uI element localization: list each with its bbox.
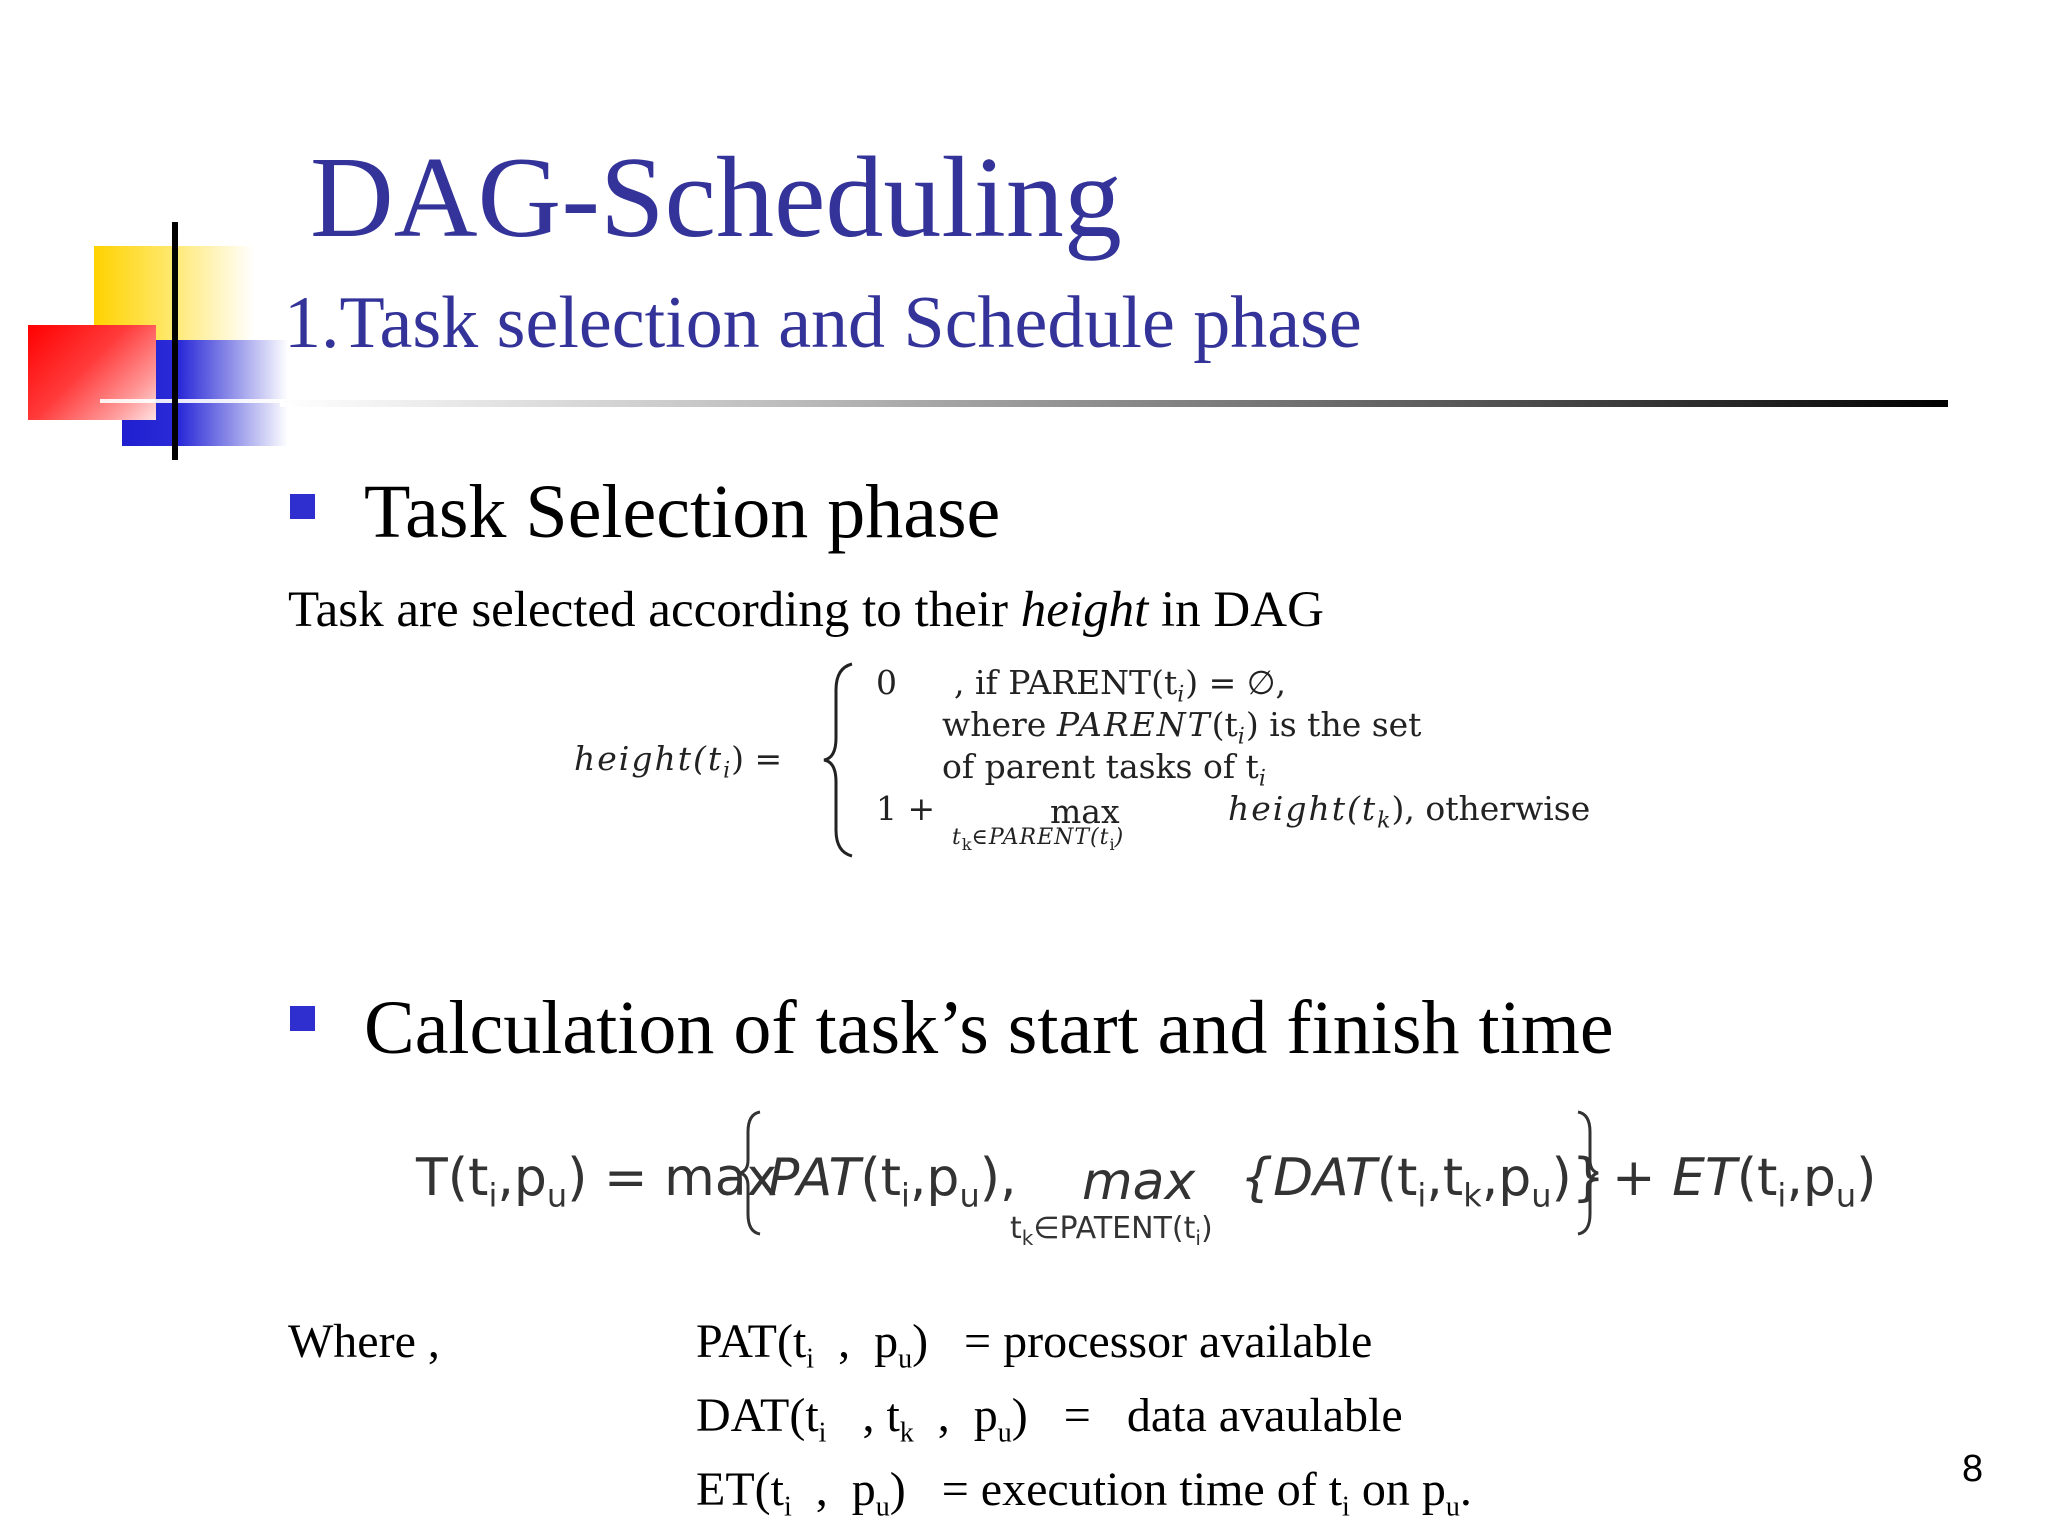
tf-under bbox=[1010, 1211, 1213, 1250]
task-selection-description bbox=[288, 582, 1324, 638]
def-pat-s1: i bbox=[806, 1343, 815, 1375]
time-formula-lhs bbox=[416, 1148, 778, 1215]
height-formula-lhs bbox=[574, 739, 783, 784]
case2-under-rest: ∈PARENT(t bbox=[971, 825, 1110, 850]
def-dat-m1: , t bbox=[826, 1389, 900, 1442]
def-et-m1: , p bbox=[791, 1463, 876, 1516]
tf-under-i: i bbox=[1195, 1226, 1201, 1250]
tf-et-u: u bbox=[1835, 1176, 1857, 1215]
definition-et bbox=[696, 1463, 1472, 1523]
tf-lhs-mid: ,p bbox=[497, 1148, 547, 1208]
case2-tail: ), otherwise bbox=[1391, 789, 1591, 828]
case1-line2-mid: (t bbox=[1211, 705, 1238, 744]
def-pat-m1: , p bbox=[814, 1315, 899, 1368]
case2-under-k: k bbox=[961, 834, 972, 854]
decor-vertical-line bbox=[172, 222, 178, 460]
def-dat-post: ) = data avaulable bbox=[1011, 1389, 1403, 1442]
left-brace-icon bbox=[820, 660, 860, 860]
tf-under-k: k bbox=[1021, 1226, 1034, 1250]
tf-dat-k: k bbox=[1463, 1176, 1482, 1215]
tf-pat-u: u bbox=[959, 1176, 980, 1215]
case1-tail: ) = ∅, bbox=[1185, 663, 1286, 702]
tf-dat-u: u bbox=[1531, 1176, 1552, 1215]
definition-dat bbox=[696, 1389, 1403, 1449]
def-et-s4: u bbox=[1445, 1491, 1460, 1523]
def-et-s1: i bbox=[783, 1491, 792, 1523]
case1-sub: i bbox=[1177, 682, 1186, 708]
tf-pat-i: i bbox=[901, 1176, 910, 1215]
case1-line3-sub: i bbox=[1258, 766, 1267, 792]
time-formula-dat bbox=[1240, 1148, 1605, 1215]
case1-line2-sub: i bbox=[1237, 724, 1246, 750]
case2-function bbox=[1228, 789, 1591, 834]
def-et-end: . bbox=[1459, 1463, 1472, 1516]
tf-under-t: t bbox=[1010, 1211, 1022, 1246]
definition-pat bbox=[696, 1315, 1373, 1375]
tf-lhs-close: ) = max bbox=[567, 1148, 778, 1208]
tf-lhs-u: u bbox=[546, 1176, 568, 1215]
case2-fn: height(t bbox=[1228, 789, 1378, 828]
time-formula-et bbox=[1612, 1148, 1877, 1215]
def-et-s2: u bbox=[875, 1491, 890, 1523]
tf-lhs-i: i bbox=[488, 1176, 498, 1215]
time-formula-pat bbox=[768, 1148, 1017, 1215]
decor-red-square bbox=[28, 325, 156, 420]
case1-line2-pre: where bbox=[942, 705, 1057, 744]
case2-max: max bbox=[1050, 792, 1120, 831]
lhs-text: height(t bbox=[574, 739, 724, 778]
decor-white-line bbox=[100, 399, 288, 403]
def-dat-s3: u bbox=[997, 1417, 1012, 1449]
case2-prefix: 1 + bbox=[876, 789, 936, 828]
def-dat-m2: , p bbox=[913, 1389, 998, 1442]
case1-line3-text: of parent tasks of t bbox=[942, 747, 1259, 786]
case1-condition bbox=[954, 663, 1286, 708]
case2-under bbox=[952, 824, 1124, 853]
bullet-square-icon bbox=[290, 494, 315, 519]
def-et-m3: on p bbox=[1349, 1463, 1446, 1516]
tf-pat-args: (t bbox=[860, 1148, 902, 1208]
tf-dat-mid1: ,t bbox=[1426, 1148, 1464, 1208]
tf-et-args: (t bbox=[1736, 1148, 1778, 1208]
tf-et-close: ) bbox=[1856, 1148, 1877, 1208]
tf-pat-close: ), bbox=[979, 1148, 1017, 1208]
case2-fn-sub: k bbox=[1377, 808, 1392, 834]
tf-et-mid: ,p bbox=[1786, 1148, 1836, 1208]
tf-under-rest: ∈PATENT(t bbox=[1033, 1211, 1196, 1246]
tf-et-i: i bbox=[1777, 1176, 1787, 1215]
def-et-post: ) = execution time of t bbox=[889, 1463, 1343, 1516]
case1-line2-tail: ) is the set bbox=[1245, 705, 1422, 744]
where-label: Where , bbox=[288, 1315, 440, 1368]
def-dat-s2: k bbox=[899, 1417, 914, 1449]
lhs-close: ) = bbox=[731, 739, 783, 778]
tf-dat: {DAT bbox=[1240, 1148, 1377, 1208]
right-brace-icon bbox=[1572, 1108, 1602, 1238]
def-et-pre: ET(t bbox=[696, 1463, 784, 1516]
slide-subtitle: 1.Task selection and Schedule phase bbox=[284, 282, 1362, 364]
description-text: Task are selected according to their bbox=[288, 582, 1021, 638]
def-pat-pre: PAT(t bbox=[696, 1315, 807, 1368]
tf-plus: + bbox=[1612, 1148, 1656, 1208]
tf-dat-mid2: ,p bbox=[1481, 1148, 1532, 1208]
tf-dat-args: (t bbox=[1376, 1148, 1418, 1208]
left-brace-icon bbox=[736, 1108, 766, 1238]
case1-cond-text: , if PARENT(t bbox=[954, 663, 1178, 702]
tf-dat-i: i bbox=[1417, 1176, 1427, 1215]
case2-under-i: i bbox=[1109, 834, 1115, 854]
case1-line2-italic: PARENT bbox=[1056, 705, 1212, 744]
case1-value: 0 bbox=[876, 663, 897, 702]
tf-under-close: ) bbox=[1200, 1211, 1213, 1246]
case2-under-close: ) bbox=[1114, 825, 1125, 850]
def-et-s3: i bbox=[1342, 1491, 1350, 1523]
case2-under-t: t bbox=[952, 825, 962, 850]
lhs-sub: i bbox=[723, 758, 732, 784]
description-emphasis: height bbox=[1020, 582, 1149, 638]
bullet-square-icon bbox=[290, 1006, 315, 1031]
def-dat-s1: i bbox=[818, 1417, 827, 1449]
slide-title: DAG-Scheduling bbox=[310, 134, 1122, 262]
tf-max: max bbox=[1082, 1152, 1196, 1212]
case1-line3 bbox=[942, 747, 1267, 792]
description-text-end: in DAG bbox=[1148, 582, 1324, 638]
tf-pat: PAT bbox=[768, 1148, 861, 1208]
tf-lhs: T(t bbox=[416, 1148, 489, 1208]
tf-dat-close: )} bbox=[1551, 1148, 1605, 1208]
page-number: 8 bbox=[1962, 1448, 1984, 1490]
section-heading-calculation: Calculation of task’s start and finish time bbox=[364, 986, 1614, 1070]
def-pat-post: ) = processor available bbox=[912, 1315, 1373, 1368]
tf-et: ET bbox=[1672, 1148, 1737, 1208]
title-rule bbox=[280, 400, 1948, 407]
case1-line2 bbox=[942, 705, 1422, 750]
tf-pat-mid: ,p bbox=[909, 1148, 960, 1208]
section-heading-task-selection: Task Selection phase bbox=[364, 470, 1001, 554]
def-dat-pre: DAT(t bbox=[696, 1389, 819, 1442]
def-pat-s2: u bbox=[898, 1343, 913, 1375]
